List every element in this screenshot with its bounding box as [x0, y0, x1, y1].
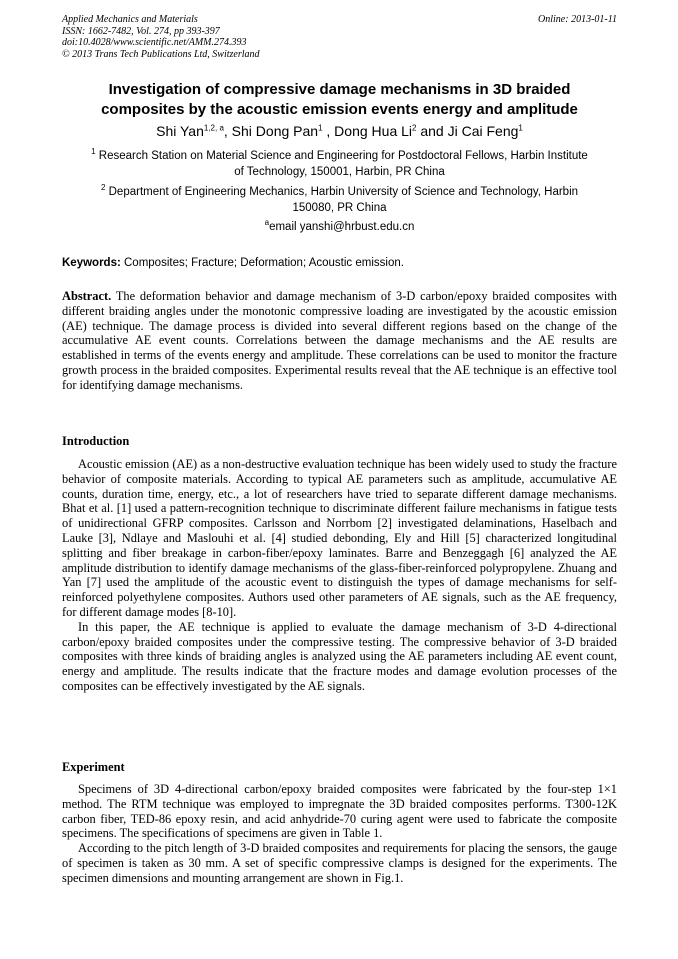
email-superscript: a — [264, 218, 270, 228]
journal-name: Applied Mechanics and Materials — [62, 14, 198, 25]
affiliation-text: Research Station on Material Science and Engineering for Postdoctoral Fellows, Harbin Institute — [95, 150, 588, 162]
author-superscript: 1 — [518, 123, 523, 133]
affiliation-superscript: 1 — [91, 147, 96, 157]
affiliation-2-line-1 — [62, 185, 617, 201]
abstract — [62, 289, 617, 393]
experiment-section — [62, 782, 617, 886]
author-name: , Dong Hua Li — [322, 123, 413, 139]
journal-copyright: © 2013 Trans Tech Publications Ltd, Switzerland — [62, 48, 260, 60]
introduction-paragraph-1: Acoustic emission (AE) as a non-destructive evaluation technique has been widely used to study the fracture behavior of composite materials. According to typical AE parameters such as amplitude, accumulative AE counts, duration time, energy, etc., a lot of researchers have tried to separate different damage mechanisms. Bhat et al. [1] used a pattern-recognition technique to discriminate different failure mechanisms in fatigue tests of unidirectional GFRP composites. Carlsson and Norrbom [2] investigated delaminations, Haselbach and Lauke [3], Ndlaye and Maslouhi et al. [4] studied debonding, Ely and Hill [5] characterized longitudinal splitting and fiber breakage in carbon-fiber/epoxy laminates. Barre and Benzeggagh [6] analyzed the AE amplitude distribution to identify damage mechanisms of the glass-fiber-reinforced polypropylene. Zhuang and Yan [7] used the amplitude of the acoustic event to distinguish the types of damage mechanisms for self-reinforced polyethylene composites. Authors used other parameters of AE signals, such as the AE frequency, for different damage modes [8-10]. — [62, 457, 617, 619]
affiliation-2-line-2: 150080, PR China — [292, 201, 387, 214]
author-name: and Ji Cai Feng — [416, 123, 519, 139]
author-name: Shi Yan — [156, 123, 204, 139]
author-superscript: 2 — [412, 123, 417, 133]
affiliation-2 — [62, 185, 617, 216]
introduction-section — [62, 457, 617, 694]
experiment-heading: Experiment — [62, 760, 125, 774]
experiment-paragraph-2: According to the pitch length of 3-D braided composites and requirements for placing the sensors, the gauge of specimen is taken as 30 mm. A set of specific compressive clamps is designed for the experiments. The specimen dimensions and mounting arrangement are shown in Fig.1. — [62, 841, 617, 885]
title-line-2: composites by the acoustic emission events energy and amplitude — [101, 100, 578, 118]
affiliation-superscript: 2 — [100, 183, 106, 193]
keywords-label: Keywords: — [62, 257, 121, 269]
title-line-1: Investigation of compressive damage mechanisms in 3D braided — [108, 81, 571, 98]
journal-doi: doi:10.4028/www.scientific.net/AMM.274.393 — [62, 37, 247, 48]
author-superscript: 1 — [318, 123, 323, 133]
email-text: email yanshi@hrbust.edu.cn — [269, 221, 415, 233]
experiment-paragraph-1: Specimens of 3D 4-directional carbon/epoxy braided composites were fabricated by the four-step 1×1 method. The RTM technique was employed to impregnate the 3D braided composites performs. T300-12K carbon fiber, TED-86 epoxy resin, and acid anhydride-70 curing agent were used to fabricate the composite specimens. The specifications of specimens are given in Table 1. — [62, 782, 617, 841]
keywords-text: Composites; Fracture; Deformation; Acoustic emission. — [120, 257, 404, 269]
affiliation-1-line-1 — [62, 149, 617, 165]
author-superscript: 1,2, a — [203, 123, 224, 133]
abstract-text: The deformation behavior and damage mechanism of 3-D carbon/epoxy braided composites with different braiding angles under the monotonic compressive loading are investigated by the acoustic emission (AE) technique. The damage process is divided into several different regions based on the change of the accumulative AE event counts. Correlations between the damage mechanisms and the AE results are established in terms of the events energy and amplitude. These correlations can be used to monitor the fracture growth process in the braided composites. Experimental results reveal that the AE technique is an effective tool for identifying damage mechanisms. — [62, 289, 617, 392]
affiliation-text: Department of Engineering Mechanics, Harbin University of Science and Technology, Harbin — [105, 186, 579, 198]
online-date: Online: 2013-01-11 — [538, 14, 617, 25]
author-list — [62, 122, 617, 141]
author-email — [62, 220, 617, 235]
journal-header — [62, 14, 617, 60]
affiliation-1-line-2: of Technology, 150001, Harbin, PR China — [234, 165, 445, 178]
keywords — [62, 256, 617, 271]
journal-issn: ISSN: 1662-7482, Vol. 274, pp 393-397 — [62, 25, 220, 37]
introduction-paragraph-2: In this paper, the AE technique is applied to evaluate the damage mechanism of 3-D 4-directional carbon/epoxy braided composites under the compressive testing. The compressive behavior of 3-D braided composites with three kinds of braiding angles is analyzed using the AE parameters including AE event count, energy and amplitude. The results indicate that the fracture modes and damage evolution processes of the composites can be effectively investigated by the AE signals. — [62, 619, 617, 693]
paper-title — [62, 80, 617, 119]
introduction-heading: Introduction — [62, 434, 130, 448]
affiliation-1 — [62, 149, 617, 180]
author-name: , Shi Dong Pan — [223, 123, 319, 139]
abstract-label: Abstract. — [62, 289, 112, 303]
